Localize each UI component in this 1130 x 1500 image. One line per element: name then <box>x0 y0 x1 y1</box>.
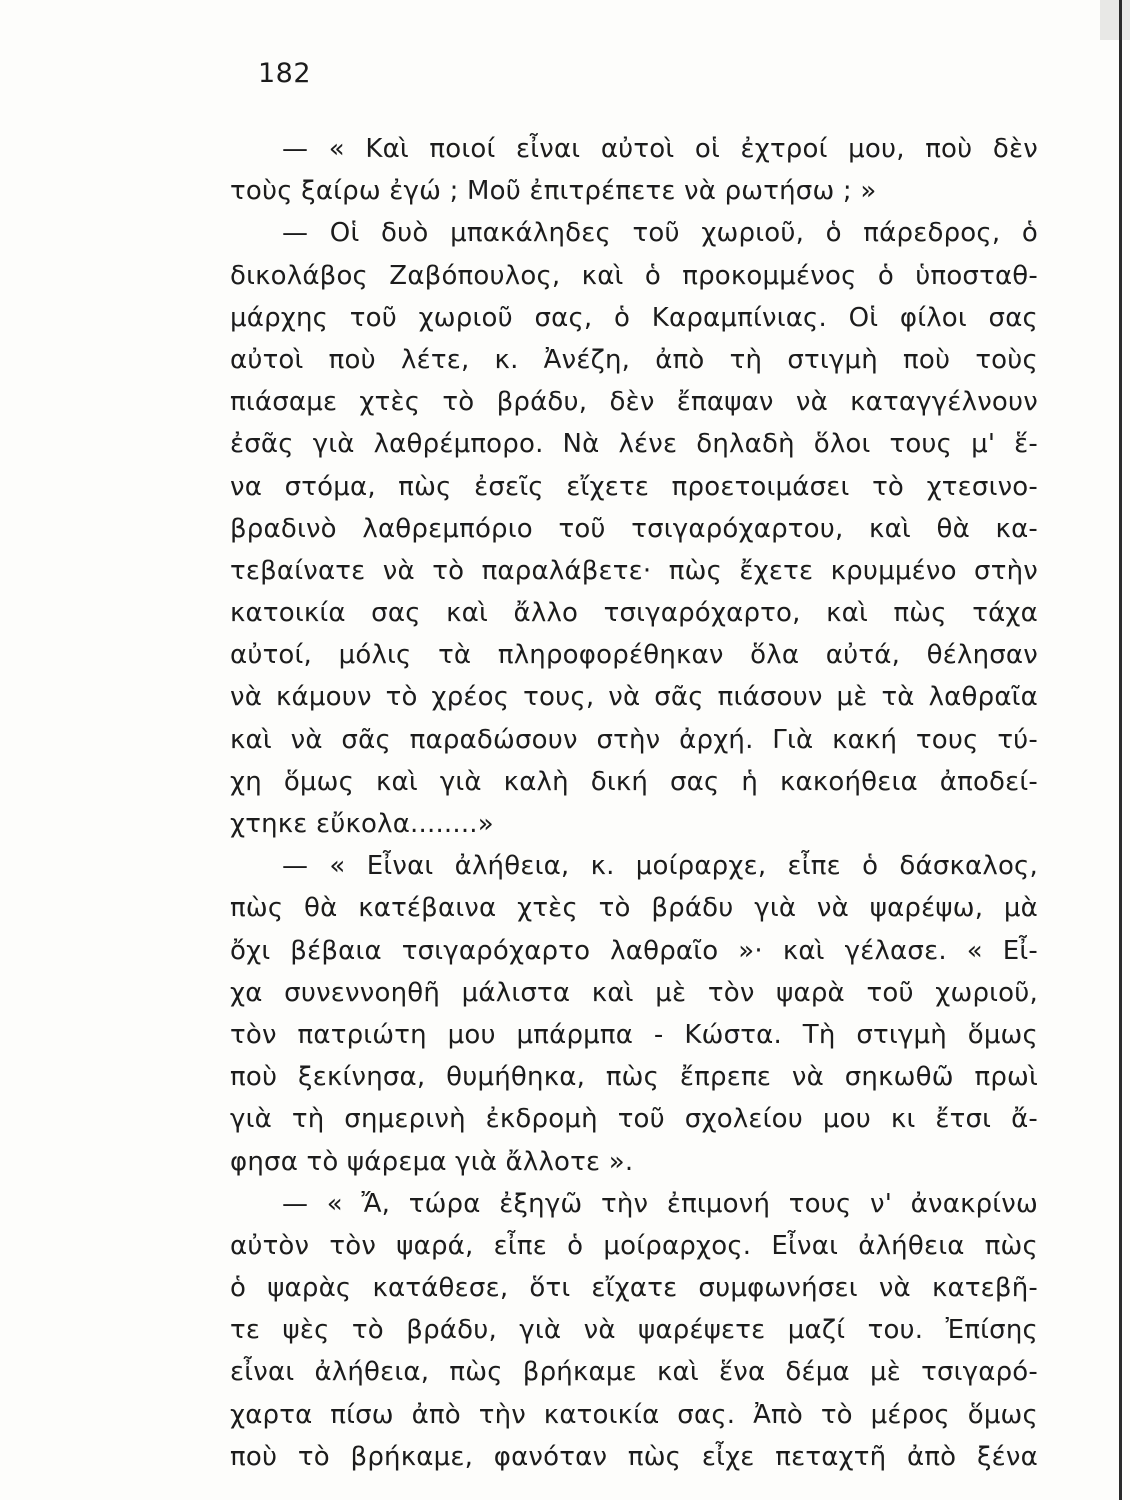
text-line: πιάσαμε χτὲς τὸ βράδυ, δὲν ἔπαψαν νὰ καταγγέλνουν <box>230 387 1038 418</box>
text-line: δικολάβος Ζαβόπουλος, καὶ ὁ προκομμένος ὁ ὑποσταθ- <box>230 260 1038 291</box>
text-line: ἐσᾶς γιὰ λαθρέμπορο. Νὰ λένε δηλαδὴ ὅλοι τους μ' ἕ- <box>230 429 1038 460</box>
text-line: καὶ νὰ σᾶς παραδώσουν στὴν ἀρχή. Γιὰ κακή τους τύ- <box>230 724 1038 755</box>
text-line: κατοικία σας καὶ ἄλλο τσιγαρόχαρτο, καὶ πὼς τάχα <box>230 598 1038 629</box>
text-line: μάρχης τοῦ χωριοῦ σας, ὁ Καραμπίνιας. Οἱ φίλοι σας <box>230 302 1038 333</box>
text-line: πὼς θὰ κατέβαινα χτὲς τὸ βράδυ γιὰ νὰ ψαρέψω, μὰ <box>230 893 1038 924</box>
body-text <box>230 128 1038 1478</box>
text-line: βραδινὸ λαθρεμπόριο τοῦ τσιγαρόχαρτου, καὶ θὰ κα- <box>230 513 1038 544</box>
text-line: ὁ ψαρὰς κατάθεσε, ὅτι εἴχατε συμφωνήσει νὰ κατεβῆ- <box>230 1273 1038 1304</box>
text-line: εἶναι ἀλήθεια, πὼς βρήκαμε καὶ ἕνα δέμα μὲ τσιγαρό- <box>230 1357 1038 1388</box>
text-line: να στόμα, πὼς ἐσεῖς εἴχετε προετοιμάσει τὸ χτεσινο- <box>230 471 1038 502</box>
text-line: αὐτὸν τὸν ψαρά, εἶπε ὁ μοίραρχος. Εἶναι ἀλήθεια πὼς <box>230 1230 1038 1261</box>
text-line: νὰ κάμουν τὸ χρέος τους, νὰ σᾶς πιάσουν μὲ τὰ λαθραῖα <box>230 682 1038 713</box>
text-line: χαρτα πίσω ἀπὸ τὴν κατοικία σας. Ἀπὸ τὸ μέρος ὅμως <box>230 1399 1038 1430</box>
page-number: 182 <box>258 58 312 89</box>
text-line: τοὺς ξαίρω ἐγώ ; Μοῦ ἐπιτρέπετε νὰ ρωτήσω ; » <box>230 176 877 207</box>
text-line: τε ψὲς τὸ βράδυ, γιὰ νὰ ψαρέψετε μαζί του. Ἐπίσης <box>230 1315 1038 1346</box>
text-line: ποὺ τὸ βρήκαμε, φανόταν πὼς εἶχε πεταχτῆ ἀπὸ ξένα <box>230 1441 1038 1472</box>
text-line: χη ὅμως καὶ γιὰ καλὴ δική σας ἡ κακοήθεια ἀποδεί- <box>230 766 1038 797</box>
text-line: χα συνεννοηθῆ μάλιστα καὶ μὲ τὸν ψαρὰ τοῦ χωριοῦ, <box>230 977 1038 1008</box>
text-line: — « Εἶναι ἀλήθεια, κ. μοίραρχε, εἶπε ὁ δάσκαλος, <box>282 851 1038 882</box>
text-line: φησα τὸ ψάρεμα γιὰ ἄλλοτε ». <box>230 1146 634 1177</box>
text-line: — « Καὶ ποιοί εἶναι αὐτοὶ οἱ ἐχτροί μου, ποὺ δὲν <box>282 134 1038 164</box>
page-edge-line <box>1119 0 1122 1500</box>
text-line: τὸν πατριώτη μου μπάρμπα - Κώστα. Τὴ στιγμὴ ὅμως <box>230 1019 1038 1050</box>
text-line: ὄχι βέβαια τσιγαρόχαρτο λαθραῖο »· καὶ γέλασε. « Εἶ- <box>230 935 1038 966</box>
text-line: ποὺ ξεκίνησα, θυμήθηκα, πὼς ἔπρεπε νὰ σηκωθῶ πρωὶ <box>230 1062 1038 1093</box>
text-line: αὐτοὶ ποὺ λέτε, κ. Ἀνέζη, ἀπὸ τὴ στιγμὴ ποὺ τοὺς <box>230 344 1038 375</box>
text-line: χτηκε εὔκολα........» <box>230 809 494 839</box>
scan-edge-shadow <box>1100 0 1130 40</box>
text-line: — « Ἄ, τώρα ἐξηγῶ τὴν ἐπιμονή τους ν' ἀνακρίνω <box>282 1188 1038 1219</box>
text-line: αὐτοί, μόλις τὰ πληροφορέθηκαν ὅλα αὐτά, θέλησαν <box>230 640 1038 671</box>
text-line: γιὰ τὴ σημερινὴ ἐκδρομὴ τοῦ σχολείου μου κι ἔτσι ἄ- <box>230 1104 1038 1135</box>
text-line: — Οἱ δυὸ μπακάληδες τοῦ χωριοῦ, ὁ πάρεδρος, ὁ <box>282 218 1038 249</box>
text-line: τεβαίνατε νὰ τὸ παραλάβετε· πὼς ἔχετε κρυμμένο στὴν <box>230 555 1038 586</box>
